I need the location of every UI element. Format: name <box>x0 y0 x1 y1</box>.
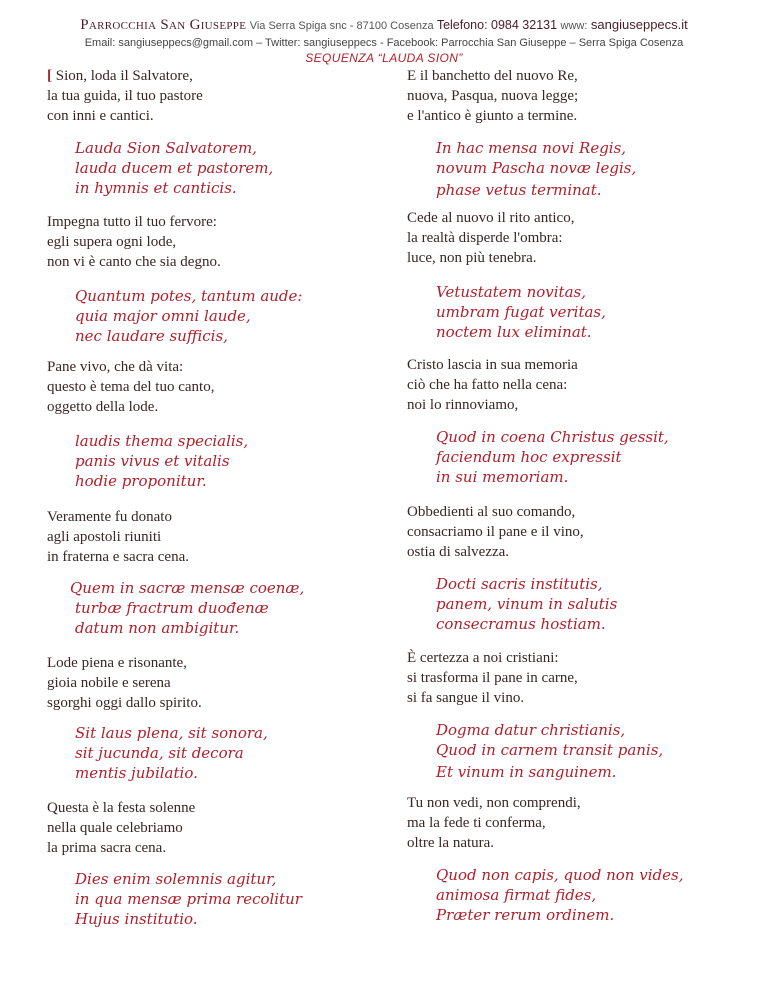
verse-line: Cede al nuovo il rito antico, <box>407 210 575 226</box>
right-latin-6 <box>436 865 683 925</box>
verse-line: nella quale celebriamo <box>47 820 183 836</box>
verse-line-small: Et vinum in sanguinem. <box>436 763 617 781</box>
verse-line: Sit laus plena, sit sonora, <box>75 724 268 742</box>
left-latin-3 <box>75 431 248 491</box>
verse-line: sgorghi oggi dallo spirito. <box>47 695 202 711</box>
verse-line: la realtà disperde l'ombra: <box>407 230 563 246</box>
verse-line: Pane vivo, che dà vita: <box>47 359 184 375</box>
verse-line: Docti sacris institutis, <box>436 575 603 593</box>
verse-line: si trasforma il pane in carne, <box>407 670 578 686</box>
verse-line: ma la fede ti conferma, <box>407 815 546 831</box>
verse-line: Tu non vedi, non comprendi, <box>407 795 581 811</box>
verse-line: Veramente fu donato <box>47 509 172 525</box>
verse-line: egli supera ogni lode, <box>47 234 177 250</box>
verse-line: Quod non capis, quod non vides, <box>436 866 684 884</box>
right-latin-2 <box>436 282 606 342</box>
verse-line: e l'antico è giunto a termine. <box>407 108 578 124</box>
left-stanza-6 <box>47 798 195 858</box>
verse-line: Quantum potes, tantum aude: <box>75 287 303 305</box>
verse-line: in fraterna e sacra cena. <box>47 549 189 565</box>
verse-line: Quod in carnem transit panis, <box>436 741 664 759</box>
verse-line: Obbedienti al suo comando, <box>407 504 576 520</box>
sequence-title: SEQUENZA “LAUDA SION” <box>305 51 463 65</box>
verse-line: Vetustatem novitas, <box>436 283 586 301</box>
left-latin-4 <box>70 578 304 638</box>
verse-line-small: phase vetus terminat. <box>436 181 602 199</box>
www-label: www: <box>560 20 588 32</box>
verse-line: faciendum hoc expressit <box>436 448 622 466</box>
verse-line: E il banchetto del nuovo Re, <box>407 68 578 84</box>
verse-line: gioia nobile e serena <box>47 675 171 691</box>
verse-line: Cristo lascia in sua memoria <box>407 357 578 373</box>
verse-line: Præter rerum ordinem. <box>436 906 615 924</box>
verse-line: È certezza a noi cristiani: <box>407 650 559 666</box>
right-stanza-6 <box>407 793 581 853</box>
verse-line: panis vivus et vitalis <box>75 452 230 470</box>
verse-line: Hujus institutio. <box>75 910 198 928</box>
verse-line: laudis thema specialis, <box>75 432 249 450</box>
right-latin-3 <box>436 427 669 487</box>
verse-line: consacriamo il pane e il vino, <box>407 524 584 540</box>
verse-line: oltre la natura. <box>407 835 495 851</box>
verse-line: Dogma datur christianis, <box>436 721 626 739</box>
left-stanza-1 <box>47 66 203 126</box>
verse-line: sit jucunda, sit decora <box>75 744 244 762</box>
parish-name: Parrocchia San Giuseppe <box>80 17 247 33</box>
verse-line: animosa firmat fides, <box>436 886 597 904</box>
header-line-1 <box>0 17 768 34</box>
verse-line: non vi è canto che sia degno. <box>47 254 221 270</box>
verse-line: Dies enim solemnis agitur, <box>75 870 277 888</box>
verse-line: Lode piena e risonante, <box>47 655 187 671</box>
verse-line: oggetto della lode. <box>47 399 159 415</box>
verse-line: In hac mensa novi Regis, <box>436 139 627 157</box>
verse-line: mentis jubilatio. <box>75 764 198 782</box>
right-latin-4 <box>436 574 617 634</box>
verse-line: Lauda Sion Salvatorem, <box>75 139 257 157</box>
website-link[interactable]: sangiuseppecs.it <box>590 17 688 32</box>
left-stanza-5 <box>47 653 202 713</box>
verse-line: turbæ fractrum duođenæ <box>75 599 269 617</box>
verse-line: noi lo rinnoviamo, <box>407 397 519 413</box>
verse-line: Questa è la festa solenne <box>47 800 196 816</box>
verse-line: agli apostoli riuniti <box>47 529 162 545</box>
verse-line: nuova, Pasqua, nuova legge; <box>407 88 579 104</box>
right-latin-5 <box>436 720 663 782</box>
right-stanza-2 <box>407 208 574 268</box>
verse-line: con inni e cantici. <box>47 108 154 124</box>
verse-line: [ Sion, loda il Salvatore, <box>47 68 193 84</box>
left-stanza-3 <box>47 357 214 417</box>
verse-line: novum Pascha novæ legis, <box>436 159 637 177</box>
verse-line: nec laudare sufficis, <box>75 327 228 345</box>
verse-line: questo è tema del tuo canto, <box>47 379 215 395</box>
verse-line: Quod in coena Christus gessit, <box>436 428 669 446</box>
verse-line: luce, non più tenebra. <box>407 250 537 266</box>
verse-line: noctem lux eliminat. <box>436 323 592 341</box>
right-latin-1 <box>436 138 636 200</box>
verse-line: in qua mensæ prima recolitur <box>75 890 302 908</box>
phone: Telefono: 0984 32131 <box>436 18 558 32</box>
verse-line: Impegna tutto il tuo fervore: <box>47 214 217 230</box>
address: Via Serra Spiga snc - 87100 Cosenza <box>249 20 434 32</box>
verse-line: si fa sangue il vino. <box>407 690 525 706</box>
verse-line: ostia di salvezza. <box>407 544 510 560</box>
verse-line: hodie proponitur. <box>75 472 207 490</box>
verse-line: quia major omni laude, <box>75 307 251 325</box>
verse-line: Quem in sacræ mensæ coenæ, <box>70 579 305 597</box>
right-stanza-3 <box>407 355 578 415</box>
verse-line: la prima sacra cena. <box>47 840 167 856</box>
verse-line: panem, vinum in salutis <box>436 595 618 613</box>
verse-line: la tua guida, il tuo pastore <box>47 88 203 104</box>
right-stanza-1 <box>407 66 578 126</box>
left-latin-5 <box>75 723 268 783</box>
verse-line: in sui memoriam. <box>436 468 569 486</box>
left-stanza-4 <box>47 507 189 567</box>
header-contacts: Email: sangiuseppecs@gmail.com – Twitter: sangiuseppecs - Facebook: Parrocchia San Giuseppe – Serra Spiga Cosenza <box>84 37 684 49</box>
verse-line: consecramus hostiam. <box>436 615 606 633</box>
verse-line: lauda ducem et pastorem, <box>75 159 274 177</box>
verse-line: umbram fugat veritas, <box>436 303 606 321</box>
left-stanza-2 <box>47 212 221 272</box>
left-latin-6 <box>75 869 302 929</box>
left-latin-2 <box>75 286 302 346</box>
verse-line: ciò che ha fatto nella cena: <box>407 377 568 393</box>
verse-line: in hymnis et canticis. <box>75 179 237 197</box>
right-stanza-4 <box>407 502 584 562</box>
bracket-mark: [ <box>47 68 52 84</box>
right-stanza-5 <box>407 648 578 708</box>
left-latin-1 <box>75 138 273 198</box>
verse-line: datum non ambigitur. <box>75 619 240 637</box>
